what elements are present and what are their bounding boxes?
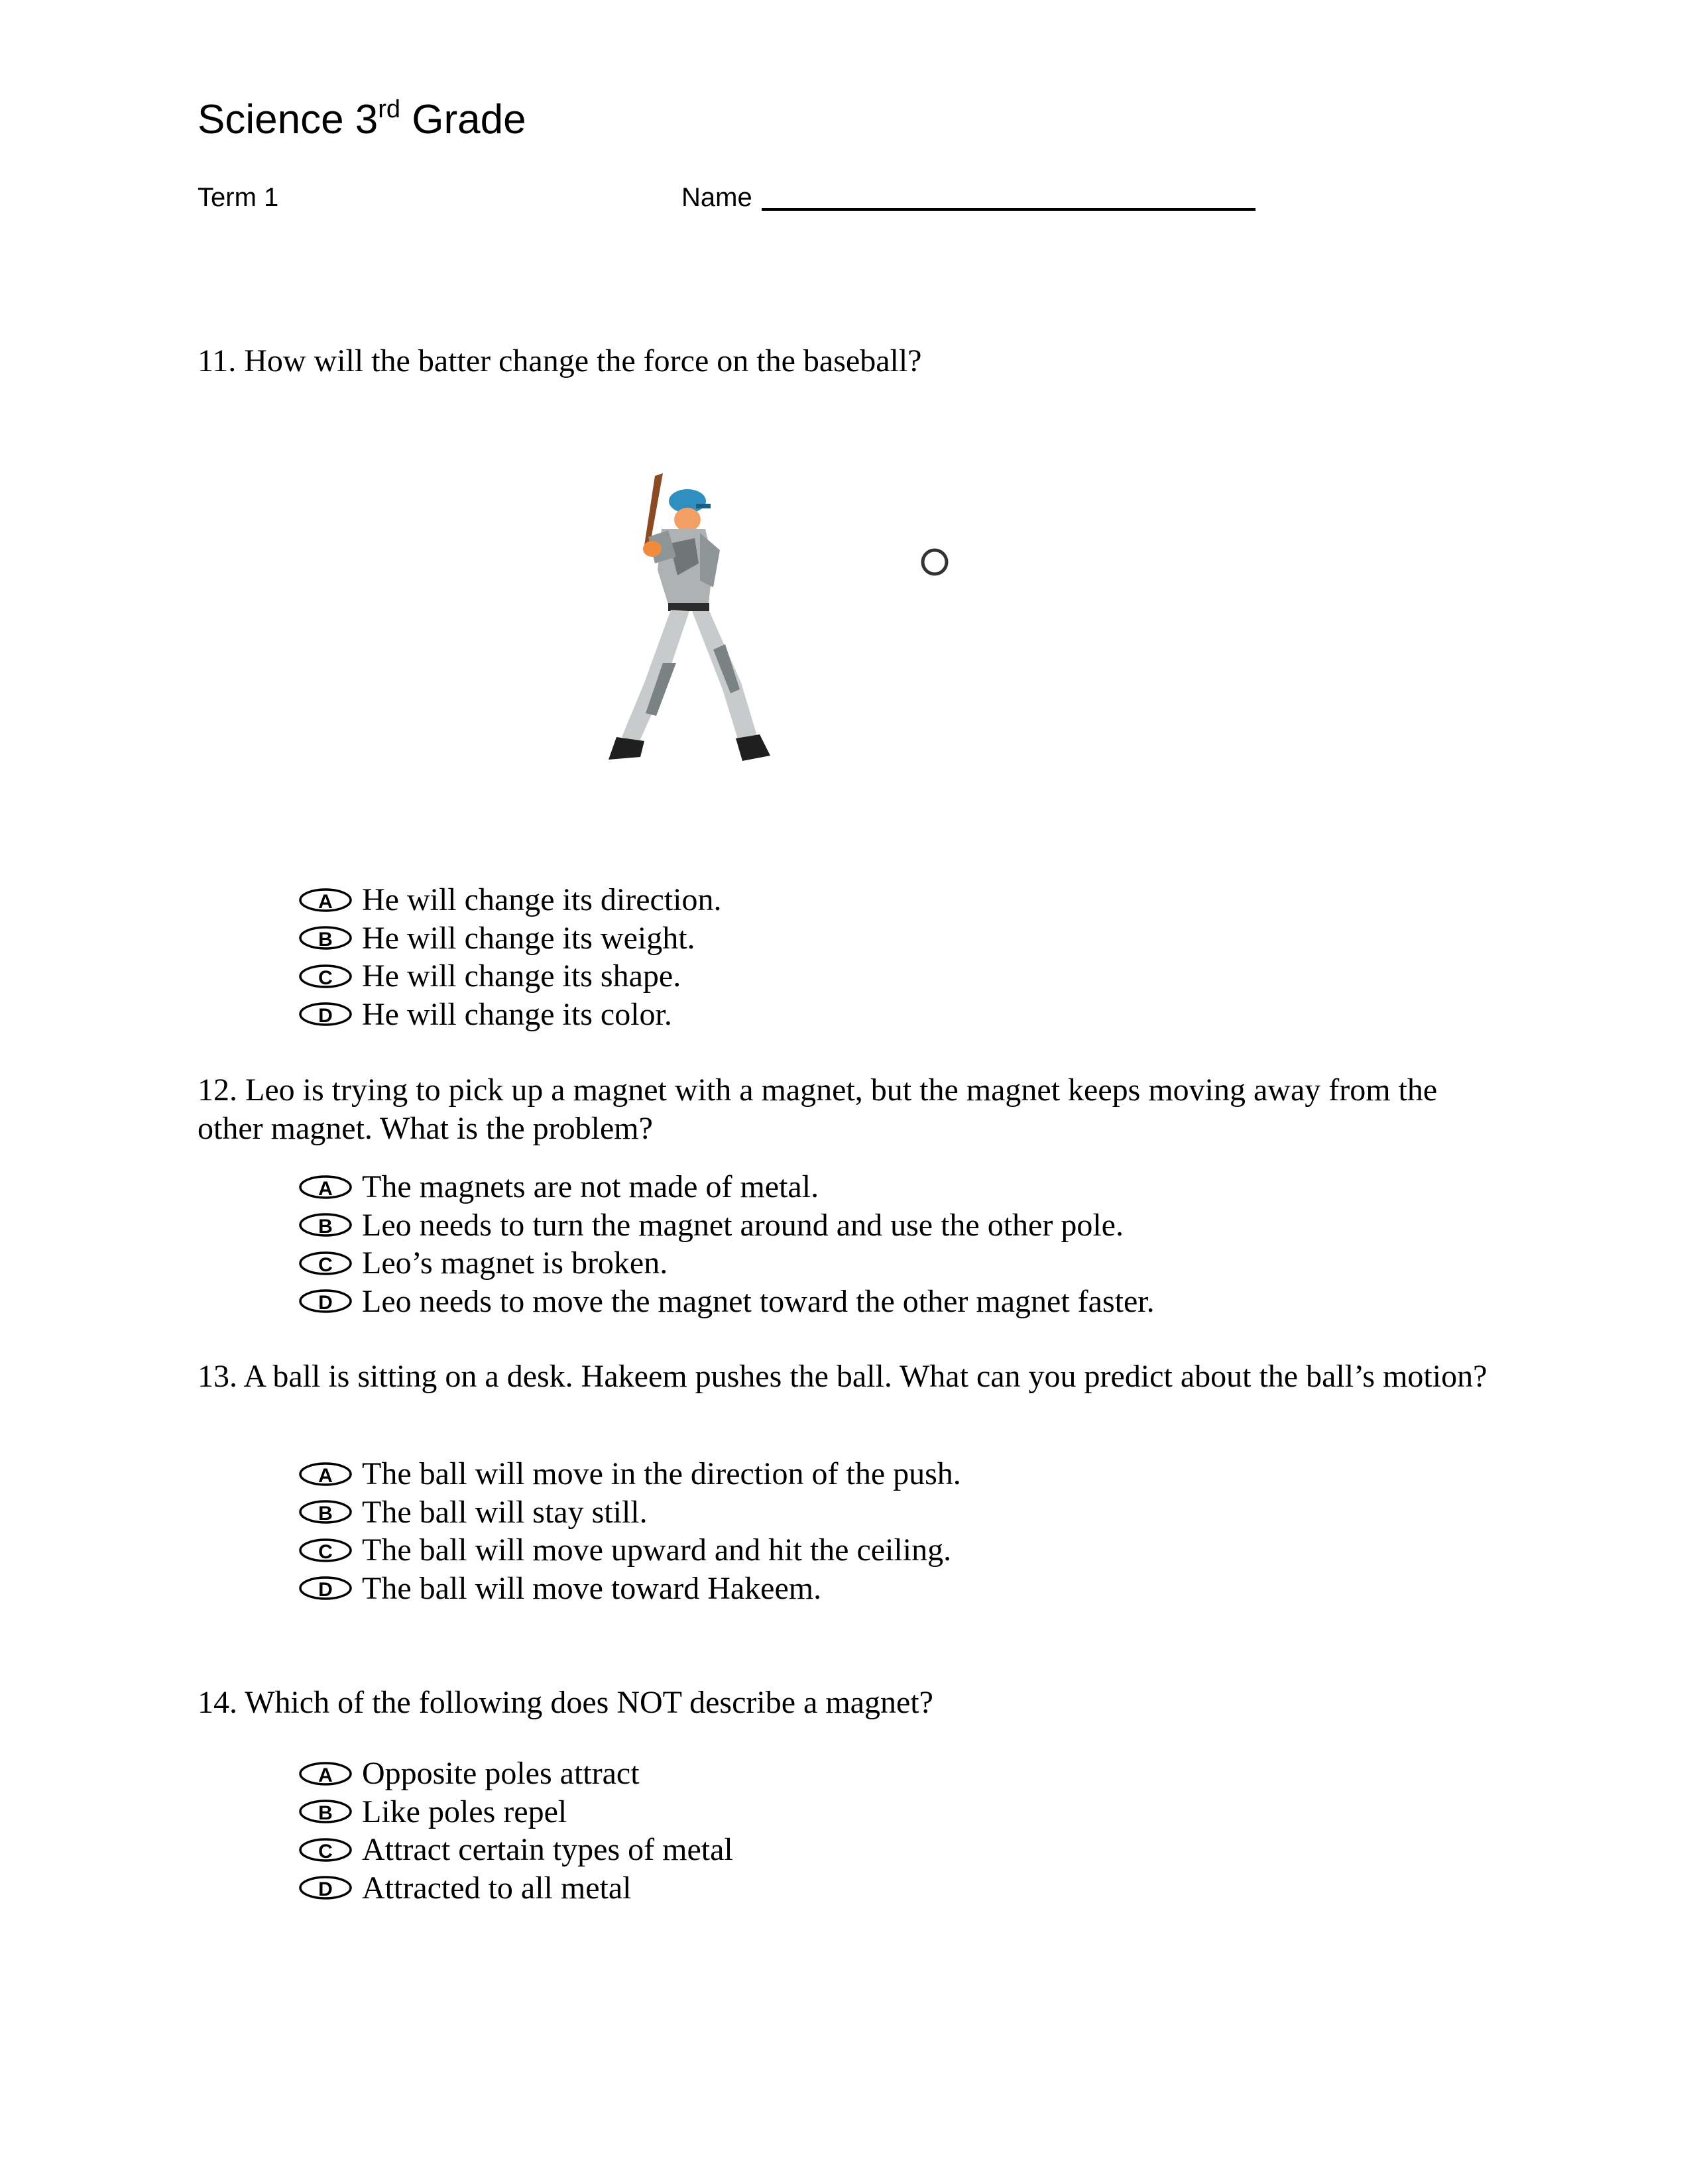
svg-text:B: B [318, 929, 333, 951]
svg-text:B: B [318, 1802, 333, 1825]
choice-13-b[interactable] [298, 1493, 961, 1532]
name-field[interactable] [681, 184, 1255, 211]
answer-bubble-b[interactable] [298, 925, 353, 950]
choice-text: Leo’s magnet is broken. [362, 1245, 668, 1281]
svg-text:D: D [318, 1292, 333, 1314]
page-title: Science 3rd Grade [198, 95, 526, 143]
answer-bubble-c[interactable] [298, 964, 353, 989]
choice-text: Opposite poles attract [362, 1756, 640, 1792]
svg-text:A: A [318, 1177, 333, 1200]
choice-12-c[interactable] [298, 1244, 1155, 1283]
choice-14-a[interactable] [298, 1754, 733, 1793]
svg-text:A: A [318, 1464, 333, 1487]
svg-text:A: A [318, 1764, 333, 1786]
choice-text: He will change its shape. [362, 958, 681, 994]
svg-text:D: D [318, 1579, 333, 1601]
name-label: Name [681, 183, 752, 212]
question-14-choices [298, 1754, 733, 1907]
svg-text:A: A [318, 890, 333, 913]
choice-text: He will change its direction. [362, 882, 722, 918]
batter-left-leg [622, 610, 689, 742]
svg-text:C: C [318, 966, 333, 989]
answer-bubble-d[interactable] [298, 1289, 353, 1314]
choice-text: Like poles repel [362, 1794, 567, 1829]
svg-text:C: C [318, 1840, 333, 1863]
name-blank-line[interactable] [762, 184, 1255, 211]
batter-left-shoe [609, 737, 644, 760]
svg-text:D: D [318, 1005, 333, 1027]
choice-text: He will change its weight. [362, 920, 695, 956]
answer-bubble-c[interactable] [298, 1538, 353, 1563]
batter-right-shoe [736, 734, 770, 761]
choice-13-d[interactable] [298, 1570, 961, 1608]
question-12-choices [298, 1168, 1155, 1320]
answer-bubble-b[interactable] [298, 1499, 353, 1524]
question-13-text: 13. A ball is sitting on a desk. Hakeem pushes the ball. What can you predict about the ball’s motion? [198, 1359, 1487, 1394]
baseball-batter-figure [583, 464, 955, 782]
answer-bubble-d[interactable] [298, 1002, 353, 1027]
choice-11-b[interactable] [298, 919, 722, 958]
choice-14-c[interactable] [298, 1831, 733, 1869]
choice-14-d[interactable] [298, 1869, 733, 1908]
choice-11-a[interactable] [298, 881, 722, 919]
choice-text: The ball will move upward and hit the ceiling. [362, 1532, 952, 1568]
answer-bubble-a[interactable] [298, 888, 353, 913]
question-12-text: 12. Leo is trying to pick up a magnet with a magnet, but the magnet keeps moving away from the other magnet. What is the problem? [198, 1072, 1438, 1146]
choice-text: The ball will move toward Hakeem. [362, 1570, 822, 1606]
choice-11-c[interactable] [298, 957, 722, 996]
svg-text:B: B [318, 1216, 333, 1238]
choice-12-b[interactable] [298, 1206, 1155, 1245]
choice-12-d[interactable] [298, 1283, 1155, 1321]
svg-text:C: C [318, 1540, 333, 1563]
choice-text: The ball will move in the direction of the push. [362, 1456, 961, 1492]
answer-bubble-b[interactable] [298, 1212, 353, 1237]
answer-bubble-a[interactable] [298, 1462, 353, 1487]
question-11-choices [298, 881, 722, 1033]
choice-12-a[interactable] [298, 1168, 1155, 1206]
answer-bubble-d[interactable] [298, 1875, 353, 1900]
question-13-choices [298, 1455, 961, 1607]
answer-bubble-d[interactable] [298, 1576, 353, 1601]
choice-13-c[interactable] [298, 1531, 961, 1570]
baseball [923, 550, 947, 574]
answer-bubble-a[interactable] [298, 1761, 353, 1786]
choice-text: He will change its color. [362, 996, 672, 1032]
answer-bubble-c[interactable] [298, 1837, 353, 1863]
svg-text:B: B [318, 1503, 333, 1525]
answer-bubble-a[interactable] [298, 1175, 353, 1200]
choice-text: Attracted to all metal [362, 1870, 632, 1906]
choice-11-d[interactable] [298, 996, 722, 1034]
question-11-text: 11. How will the batter change the force on the baseball? [198, 343, 922, 378]
choice-text: The magnets are not made of metal. [362, 1169, 819, 1205]
choice-text: The ball will stay still. [362, 1494, 648, 1530]
term-label: Term 1 [198, 183, 279, 212]
choice-13-a[interactable] [298, 1455, 961, 1493]
choice-text: Leo needs to move the magnet toward the other magnet faster. [362, 1283, 1155, 1319]
choice-text: Attract certain types of metal [362, 1832, 733, 1868]
question-14-text: 14. Which of the following does NOT describe a magnet? [198, 1685, 933, 1720]
svg-text:D: D [318, 1878, 333, 1901]
choice-14-b[interactable] [298, 1793, 733, 1831]
choice-text: Leo needs to turn the magnet around and use the other pole. [362, 1207, 1124, 1243]
svg-text:C: C [318, 1253, 333, 1276]
answer-bubble-b[interactable] [298, 1799, 353, 1824]
answer-bubble-c[interactable] [298, 1251, 353, 1276]
